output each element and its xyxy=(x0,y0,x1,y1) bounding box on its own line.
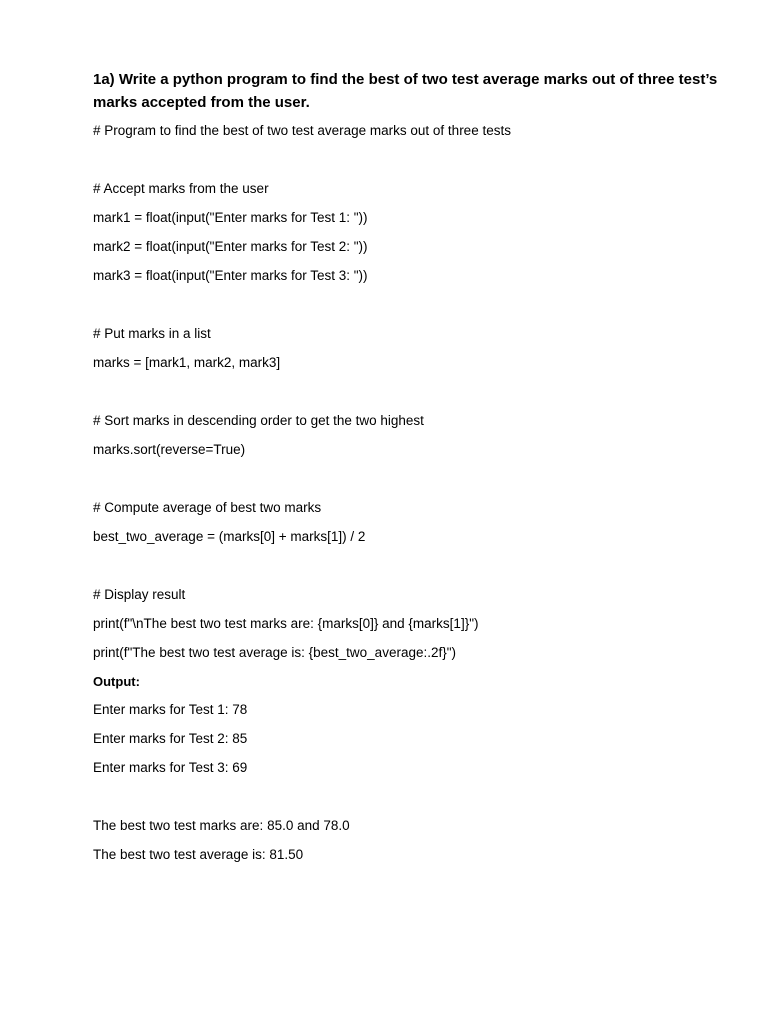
output-label: Output: xyxy=(93,674,140,689)
output-input3: Enter marks for Test 3: 69 xyxy=(93,760,248,775)
code-average: best_two_average = (marks[0] + marks[1]) / 2 xyxy=(93,529,366,544)
output-block xyxy=(93,673,733,875)
blank-line xyxy=(93,296,733,325)
code-print-average: print(f"The best two test average is: {best_two_average:.2f}") xyxy=(93,645,457,660)
blank-line xyxy=(93,470,733,499)
output-result-average: The best two test average is: 81.50 xyxy=(93,847,304,862)
code-mark2: mark2 = float(input("Enter marks for Test 2: ")) xyxy=(93,239,368,254)
blank-line xyxy=(93,383,733,412)
code-marks-list: marks = [mark1, mark2, mark3] xyxy=(93,355,281,370)
comment-list: # Put marks in a list xyxy=(93,326,211,341)
code-mark3: mark3 = float(input("Enter marks for Test 3: ")) xyxy=(93,268,368,283)
code-block xyxy=(93,122,733,673)
question-heading: 1a) Write a python program to find the best of two test average marks out of three test’s marks accepted from the user. xyxy=(93,71,718,111)
output-result-marks: The best two test marks are: 85.0 and 78.0 xyxy=(93,818,350,833)
code-mark1: mark1 = float(input("Enter marks for Test 1: ")) xyxy=(93,210,368,225)
comment-display: # Display result xyxy=(93,587,186,602)
code-print-marks: print(f"\nThe best two test marks are: {marks[0]} and {marks[1]}") xyxy=(93,616,479,631)
comment-program: # Program to find the best of two test average marks out of three tests xyxy=(93,123,511,138)
comment-accept: # Accept marks from the user xyxy=(93,181,269,196)
blank-line xyxy=(93,151,733,180)
output-input2: Enter marks for Test 2: 85 xyxy=(93,731,248,746)
comment-sort: # Sort marks in descending order to get the two highest xyxy=(93,413,424,428)
comment-compute: # Compute average of best two marks xyxy=(93,500,322,515)
output-input1: Enter marks for Test 1: 78 xyxy=(93,702,248,717)
blank-line xyxy=(93,557,733,586)
code-sort: marks.sort(reverse=True) xyxy=(93,442,246,457)
blank-line xyxy=(93,788,733,817)
document-page xyxy=(93,68,733,875)
